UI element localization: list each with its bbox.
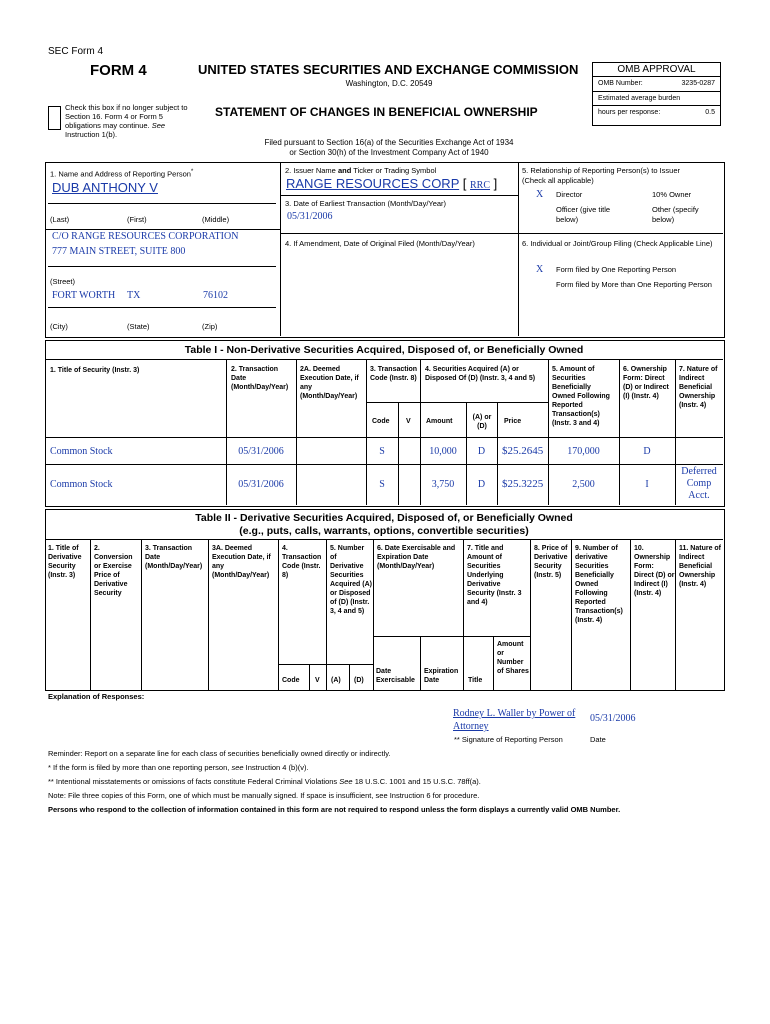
t1-r1-code: S <box>379 446 385 457</box>
t1-sub-v: V <box>406 418 411 425</box>
t1-r1-ad: D <box>477 446 486 457</box>
first-label: (First) <box>127 215 147 224</box>
t1-h2: 2. Transaction Date (Month/Day/Year) <box>231 366 289 391</box>
state-label: (State) <box>127 322 150 331</box>
signature-date: 05/31/2006 <box>590 713 636 724</box>
earliest-transaction-date: 05/31/2006 <box>287 211 333 222</box>
address-line-2: 777 MAIN STREET, SUITE 800 <box>52 246 186 257</box>
note-omb-number: Persons who respond to the collection of information contained in this form are not required to respond unless the form displays a currently valid OMB Number. <box>48 805 621 814</box>
t1-r1-amount: 10,000 <box>429 446 457 457</box>
box6-label: 6. Individual or Joint/Group Filing (Check Applicable Line) <box>522 239 713 248</box>
note-multiple-persons: * If the form is filed by more than one reporting person, see Instruction 4 (b)(v). <box>48 763 309 772</box>
street-label: (Street) <box>50 277 76 286</box>
t1-h6: 6. Ownership Form: Direct (D) or Indirect (I) (Instr. 4) <box>623 366 669 400</box>
t2-h4: 4. Transaction Code (Instr. 8) <box>282 545 322 579</box>
no-longer-subject-checkbox[interactable] <box>48 106 61 130</box>
t1-r2-date: 05/31/2006 <box>238 479 284 490</box>
t1-r2-ad: D <box>477 479 486 490</box>
omb-title: OMB APPROVAL <box>593 63 720 77</box>
t1-r2-nature: Deferred Comp Acct. <box>681 466 717 501</box>
t2-sub-amount: Amount or Number of Shares <box>497 641 529 675</box>
agency-location: Washington, D.C. 20549 <box>345 79 433 88</box>
state-value: TX <box>127 290 141 301</box>
last-label: (Last) <box>50 215 70 224</box>
omb-approval-box <box>592 62 721 126</box>
city-label: (City) <box>50 322 68 331</box>
t2-h7: 7. Title and Amount of Securities Underlying Derivative Security (Instr. 3 and 4) <box>467 545 522 606</box>
ticker-symbol[interactable]: RRC <box>470 180 491 191</box>
t1-r2-form: I <box>645 479 649 490</box>
t2-sub-exp: Expiration Date <box>424 668 459 684</box>
officer-label: Officer (give title below) <box>556 205 611 224</box>
t1-r2-title: Common Stock <box>50 479 113 490</box>
t1-h5: 5. Amount of Securities Beneficially Owned Following Reported Transaction(s) (Instr. 3 and 4) <box>552 366 610 427</box>
table2-title: Table II - Derivative Securities Acquired, Disposed of, or Beneficially Owned (e.g., puts, calls, warrants, options, convertible securities) <box>195 512 573 537</box>
t1-h1: 1. Title of Security (Instr. 3) <box>50 367 140 374</box>
t2-sub-date-ex: Date Exercisable <box>376 668 415 684</box>
t2-sub-v: V <box>315 677 320 684</box>
agency-title: UNITED STATES SECURITIES AND EXCHANGE COMMISSION <box>198 62 579 77</box>
t1-r2-price: $25.3225 <box>502 478 544 490</box>
t1-r1-date: 05/31/2006 <box>238 446 284 457</box>
signature-label: ** Signature of Reporting Person <box>454 735 563 744</box>
box4-label: 4. If Amendment, Date of Original Filed (Month/Day/Year) <box>285 239 475 248</box>
address-line-1: C/O RANGE RESOURCES CORPORATION <box>52 231 239 242</box>
t1-r1-price: $25.2645 <box>502 445 544 457</box>
t1-r1-form: D <box>643 446 651 457</box>
form-title: FORM 4 <box>90 62 147 79</box>
one-person-check[interactable]: X <box>536 264 544 275</box>
reporting-person-name[interactable]: DUB ANTHONY V <box>52 180 158 195</box>
t2-sub-code: Code <box>282 677 300 684</box>
issuer-name[interactable]: RANGE RESOURCES CORP <box>286 176 460 191</box>
t1-r2-code: S <box>379 479 385 490</box>
hours-row: hours per response: 0.5 <box>598 109 715 116</box>
table1-title: Table I - Non-Derivative Securities Acquired, Disposed of, or Beneficially Owned <box>184 344 584 356</box>
t2-h3a: 3A. Deemed Execution Date, if any (Month/Day/Year) <box>212 545 271 579</box>
t2-h8: 8. Price of Derivative Security (Instr. 5) <box>534 545 568 579</box>
note-misstatements: ** Intentional misstatements or omissions of facts constitute Federal Criminal Violations See 18 U.S.C. 1001 and 15 U.S.C. 78ff(a). <box>48 777 481 786</box>
t2-sub-d: (D) <box>354 677 364 684</box>
t2-h3: 3. Transaction Date (Month/Day/Year) <box>145 545 203 570</box>
zip-label: (Zip) <box>202 322 218 331</box>
t1-h7: 7. Nature of Indirect Beneficial Ownership (Instr. 4) <box>679 366 718 409</box>
t2-sub-title: Title <box>468 677 483 684</box>
t1-r1-owned: 170,000 <box>567 446 600 457</box>
checkbox-note: Check this box if no longer subject to Section 16. Form 4 or Form 5 obligations may continue. See Instruction 1(b). <box>65 103 188 139</box>
box5-label: 5. Relationship of Reporting Person(s) to Issuer (Check all applicable) <box>522 166 680 185</box>
t1-r1-title: Common Stock <box>50 446 113 457</box>
box3-label: 3. Date of Earliest Transaction (Month/Day/Year) <box>285 199 447 208</box>
director-label: Director <box>556 190 583 199</box>
t2-h2: 2. Conversion or Exercise Price of Derivative Security <box>94 545 133 597</box>
t1-sub-amount: Amount <box>426 418 453 425</box>
one-person-label: Form filed by One Reporting Person <box>556 265 677 274</box>
burden-label: Estimated average burden <box>593 92 720 106</box>
ten-pct-owner-label: 10% Owner <box>652 190 692 199</box>
box1-label: 1. Name and Address of Reporting Person* <box>50 168 194 179</box>
other-label: Other (specify below) <box>652 205 699 224</box>
t1-sub-ad: (A) or (D) <box>472 414 492 430</box>
t2-h6: 6. Date Exercisable and Expiration Date (Month/Day/Year) <box>377 545 456 570</box>
t2-h1: 1. Title of Derivative Security (Instr. 3) <box>48 545 82 579</box>
zip-value: 76102 <box>203 290 228 301</box>
t1-sub-code: Code <box>372 418 390 425</box>
signature-link[interactable]: Rodney L. Waller by Power of Attorney <box>453 708 576 732</box>
t1-h4: 4. Securities Acquired (A) or Disposed Of (D) (Instr. 3, 4 and 5) <box>425 366 536 382</box>
t1-r2-amount: 3,750 <box>431 479 455 490</box>
box2-label: 2. Issuer Name and Ticker or Trading Symbol <box>285 166 437 175</box>
t1-sub-price: Price <box>504 418 522 425</box>
city-value: FORT WORTH <box>52 290 116 301</box>
omb-number-row: OMB Number: 3235-0287 <box>593 77 720 92</box>
issuer-row: RANGE RESOURCES CORP [ RRC ] <box>286 176 498 191</box>
t2-h11: 11. Nature of Indirect Beneficial Ownership (Instr. 4) <box>679 545 722 588</box>
more-persons-label: Form filed by More than One Reporting Person <box>556 280 712 289</box>
t2-sub-a: (A) <box>331 677 341 684</box>
t2-h10: 10. Ownership Form: Direct (D) or Indirect (I) (Instr. 4) <box>634 545 675 597</box>
statement-title: STATEMENT OF CHANGES IN BENEFICIAL OWNERSHIP <box>215 105 538 119</box>
t2-h5: 5. Number of Derivative Securities Acquired (A) or Disposed of (D) (Instr. 3, 4 and 5) <box>330 545 372 615</box>
t1-h2a: 2A. Deemed Execution Date, if any (Month/Day/Year) <box>300 366 359 400</box>
t1-r2-owned: 2,500 <box>572 479 595 490</box>
sec-form-label: SEC Form 4 <box>48 46 104 57</box>
reminder-note: Reminder: Report on a separate line for each class of securities beneficially owned directly or indirectly. <box>48 749 391 758</box>
t1-h3: 3. Transaction Code (Instr. 8) <box>370 366 418 382</box>
t2-h9: 9. Number of derivative Securities Beneficially Owned Following Reported Transaction(s) (Instr. 4) <box>575 545 623 624</box>
filed-pursuant: Filed pursuant to Section 16(a) of the Securities Exchange Act of 1934 or Section 30(h) of the Investment Company Act of 1940 <box>264 138 514 157</box>
note-file-copies: Note: File three copies of this Form, one of which must be manually signed. If space is insufficient, see Instruction 6 for procedure. <box>48 791 480 800</box>
date-label: Date <box>590 735 606 744</box>
explanation-label: Explanation of Responses: <box>48 692 145 701</box>
middle-label: (Middle) <box>202 215 230 224</box>
director-check[interactable]: X <box>536 189 544 200</box>
